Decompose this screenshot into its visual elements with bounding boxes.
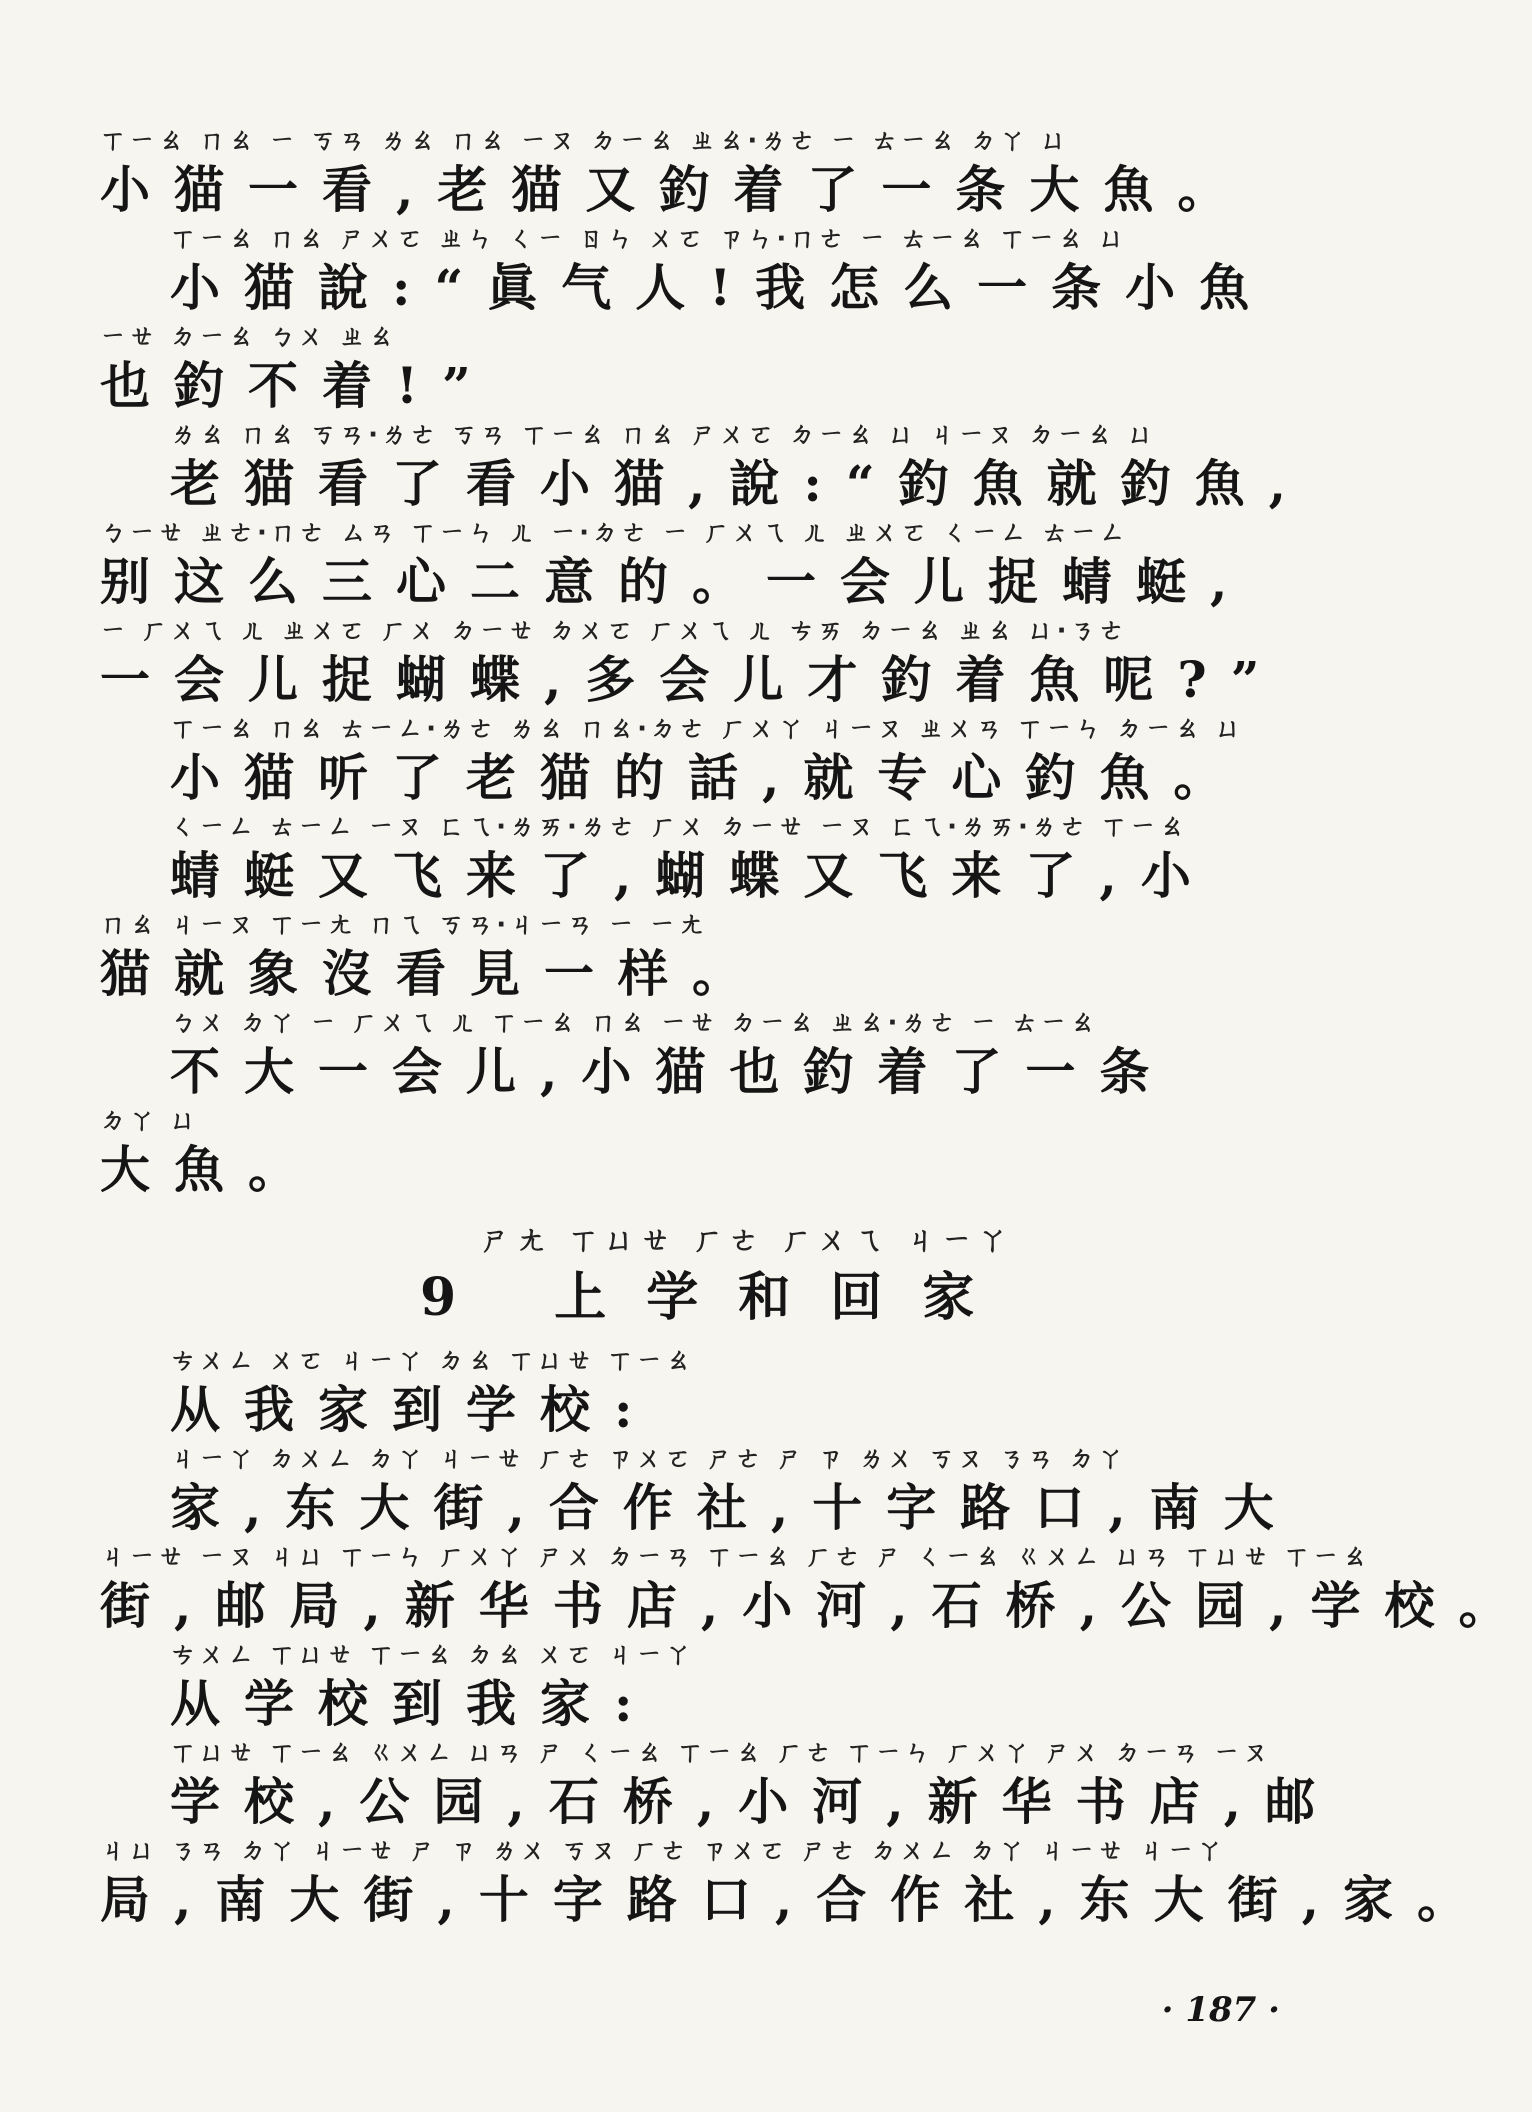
zhuyin-annotation: ㄒㄧㄠ ㄇㄠ ㄊㄧㄥ·ㄌㄜ ㄌㄠ ㄇㄠ·ㄉㄜ ㄏㄨㄚ ㄐㄧㄡ ㄓㄨㄢ ㄒㄧㄣ ㄉㄧㄠ ㄩ <box>170 714 1245 744</box>
chinese-text: 小猫一看,老猫又釣着了一条大魚。 <box>100 160 1252 219</box>
zhuyin-annotation: ㄑㄧㄥ ㄊㄧㄥ ㄧㄡ ㄈㄟ·ㄌㄞ·ㄌㄜ ㄏㄨ ㄉㄧㄝ ㄧㄡ ㄈㄟ·ㄌㄞ·ㄌㄜ ㄒㄧㄠ <box>170 812 1188 842</box>
text-line <box>100 512 1276 612</box>
text-line <box>170 806 1276 906</box>
zhuyin-annotation: ㄐㄧㄚ ㄉㄨㄥ ㄉㄚ ㄐㄧㄝ ㄏㄜ ㄗㄨㄛ ㄕㄜ ㄕ ㄗ ㄌㄨ ㄎㄡ ㄋㄢ ㄉㄚ <box>170 1444 1127 1474</box>
chinese-text: 老猫看了看小猫,說:“釣魚就釣魚, <box>170 454 1311 513</box>
zhuyin-annotation: ㄌㄠ ㄇㄠ ㄎㄢ·ㄌㄜ ㄎㄢ ㄒㄧㄠ ㄇㄠ ㄕㄨㄛ ㄉㄧㄠ ㄩ ㄐㄧㄡ ㄉㄧㄠ ㄩ <box>170 420 1157 450</box>
text-line <box>170 708 1276 808</box>
text-line <box>100 1100 1276 1200</box>
text-line <box>170 1438 1298 1538</box>
chinese-text: 小猫說:“眞气人!我怎么一条小魚 <box>170 258 1274 317</box>
zhuyin-annotation: ㄐㄧㄝ ㄧㄡ ㄐㄩ ㄒㄧㄣ ㄏㄨㄚ ㄕㄨ ㄉㄧㄢ ㄒㄧㄠ ㄏㄜ ㄕ ㄑㄧㄠ ㄍㄨㄥ ㄩㄢ ㄒㄩㄝ ㄒㄧㄠ <box>100 1542 1371 1572</box>
chinese-text: 猫就象沒看見一样。 <box>100 944 766 1003</box>
zhuyin-annotation: ㄒㄧㄠ ㄇㄠ ㄧ ㄎㄢ ㄌㄠ ㄇㄠ ㄧㄡ ㄉㄧㄠ ㄓㄠ·ㄌㄜ ㄧ ㄊㄧㄠ ㄉㄚ ㄩ <box>100 126 1070 156</box>
page-number: · 187 · <box>1161 1990 1280 2030</box>
zhuyin-annotation: ㄇㄠ ㄐㄧㄡ ㄒㄧㄤ ㄇㄟ ㄎㄢ·ㄐㄧㄢ ㄧ ㄧㄤ <box>100 910 708 940</box>
text-line <box>100 316 1276 416</box>
zhuyin-annotation: ㄧ ㄏㄨㄟ ㄦ ㄓㄨㄛ ㄏㄨ ㄉㄧㄝ ㄉㄨㄛ ㄏㄨㄟ ㄦ ㄘㄞ ㄉㄧㄠ ㄓㄠ ㄩ·ㄋㄜ <box>100 616 1128 646</box>
lesson-title-zhuyin: ㄕㄤ ㄒㄩㄝ ㄏㄜ ㄏㄨㄟ ㄐㄧㄚ <box>480 1223 1014 1258</box>
zhuyin-annotation: ㄅㄨ ㄉㄚ ㄧ ㄏㄨㄟ ㄦ ㄒㄧㄠ ㄇㄠ ㄧㄝ ㄉㄧㄠ ㄓㄠ·ㄌㄜ ㄧ ㄊㄧㄠ <box>170 1008 1099 1038</box>
zhuyin-annotation: ㄉㄚ ㄩ <box>100 1106 200 1136</box>
lesson-title: 9 上学和回家 <box>420 1267 1015 1328</box>
text-line <box>100 1830 1492 1930</box>
zhuyin-annotation: ㄅㄧㄝ ㄓㄜ·ㄇㄜ ㄙㄢ ㄒㄧㄣ ㄦ ㄧ·ㄉㄜ ㄧ ㄏㄨㄟ ㄦ ㄓㄨㄛ ㄑㄧㄥ ㄊㄧㄥ <box>100 518 1129 548</box>
zhuyin-annotation: ㄘㄨㄥ ㄒㄩㄝ ㄒㄧㄠ ㄉㄠ ㄨㄛ ㄐㄧㄚ <box>170 1640 695 1670</box>
zhuyin-annotation: ㄘㄨㄥ ㄨㄛ ㄐㄧㄚ ㄉㄠ ㄒㄩㄝ ㄒㄧㄠ <box>170 1346 695 1376</box>
text-line <box>100 1536 1532 1636</box>
chinese-text: 家,东大街,合作社,十字路口,南大 <box>170 1478 1298 1537</box>
text-line <box>170 1634 1276 1734</box>
chinese-text: 不大一会儿,小猫也釣着了一条 <box>170 1042 1174 1101</box>
zhuyin-annotation: ㄐㄩ ㄋㄢ ㄉㄚ ㄐㄧㄝ ㄕ ㄗ ㄌㄨ ㄎㄡ ㄏㄜ ㄗㄨㄛ ㄕㄜ ㄉㄨㄥ ㄉㄚ ㄐㄧㄝ ㄐㄧㄚ <box>100 1836 1226 1866</box>
chinese-text: 一会儿捉蝴蝶,多会儿才釣着魚呢?” <box>100 650 1284 709</box>
text-line <box>170 1732 1340 1832</box>
text-line <box>170 1002 1276 1102</box>
chinese-text: 小猫听了老猫的話,就专心釣魚。 <box>170 748 1248 807</box>
chinese-text: 蜻蜓又飞来了,蝴蝶又飞来了,小 <box>170 846 1215 905</box>
chinese-text: 也釣不着!” <box>100 356 495 415</box>
chinese-text: 街,邮局,新华书店,小河,石桥,公园,学校。 <box>100 1576 1532 1635</box>
text-line <box>170 218 1276 318</box>
text-line <box>100 904 1276 1004</box>
chinese-text: 别这么三心二意的。一会儿捉蜻蜓, <box>100 552 1252 611</box>
chinese-text: 从我家到学校: <box>170 1380 657 1439</box>
chinese-text: 大魚。 <box>100 1140 322 1199</box>
zhuyin-annotation: ㄒㄧㄠ ㄇㄠ ㄕㄨㄛ ㄓㄣ ㄑㄧ ㄖㄣ ㄨㄛ ㄗㄣ·ㄇㄜ ㄧ ㄊㄧㄠ ㄒㄧㄠ ㄩ <box>170 224 1128 254</box>
chinese-text: 从学校到我家: <box>170 1674 657 1733</box>
zhuyin-annotation: ㄧㄝ ㄉㄧㄠ ㄅㄨ ㄓㄠ <box>100 322 398 352</box>
zhuyin-annotation: ㄒㄩㄝ ㄒㄧㄠ ㄍㄨㄥ ㄩㄢ ㄕ ㄑㄧㄠ ㄒㄧㄠ ㄏㄜ ㄒㄧㄣ ㄏㄨㄚ ㄕㄨ ㄉㄧㄢ ㄧㄡ <box>170 1738 1272 1768</box>
text-line <box>170 414 1311 514</box>
text-line <box>170 1340 1276 1440</box>
text-line <box>100 120 1276 220</box>
text-line <box>100 610 1284 710</box>
chinese-text: 局,南大街,十字路口,合作社,东大街,家。 <box>100 1870 1492 1929</box>
chinese-text: 学校,公园,石桥,小河,新华书店,邮 <box>170 1772 1340 1831</box>
